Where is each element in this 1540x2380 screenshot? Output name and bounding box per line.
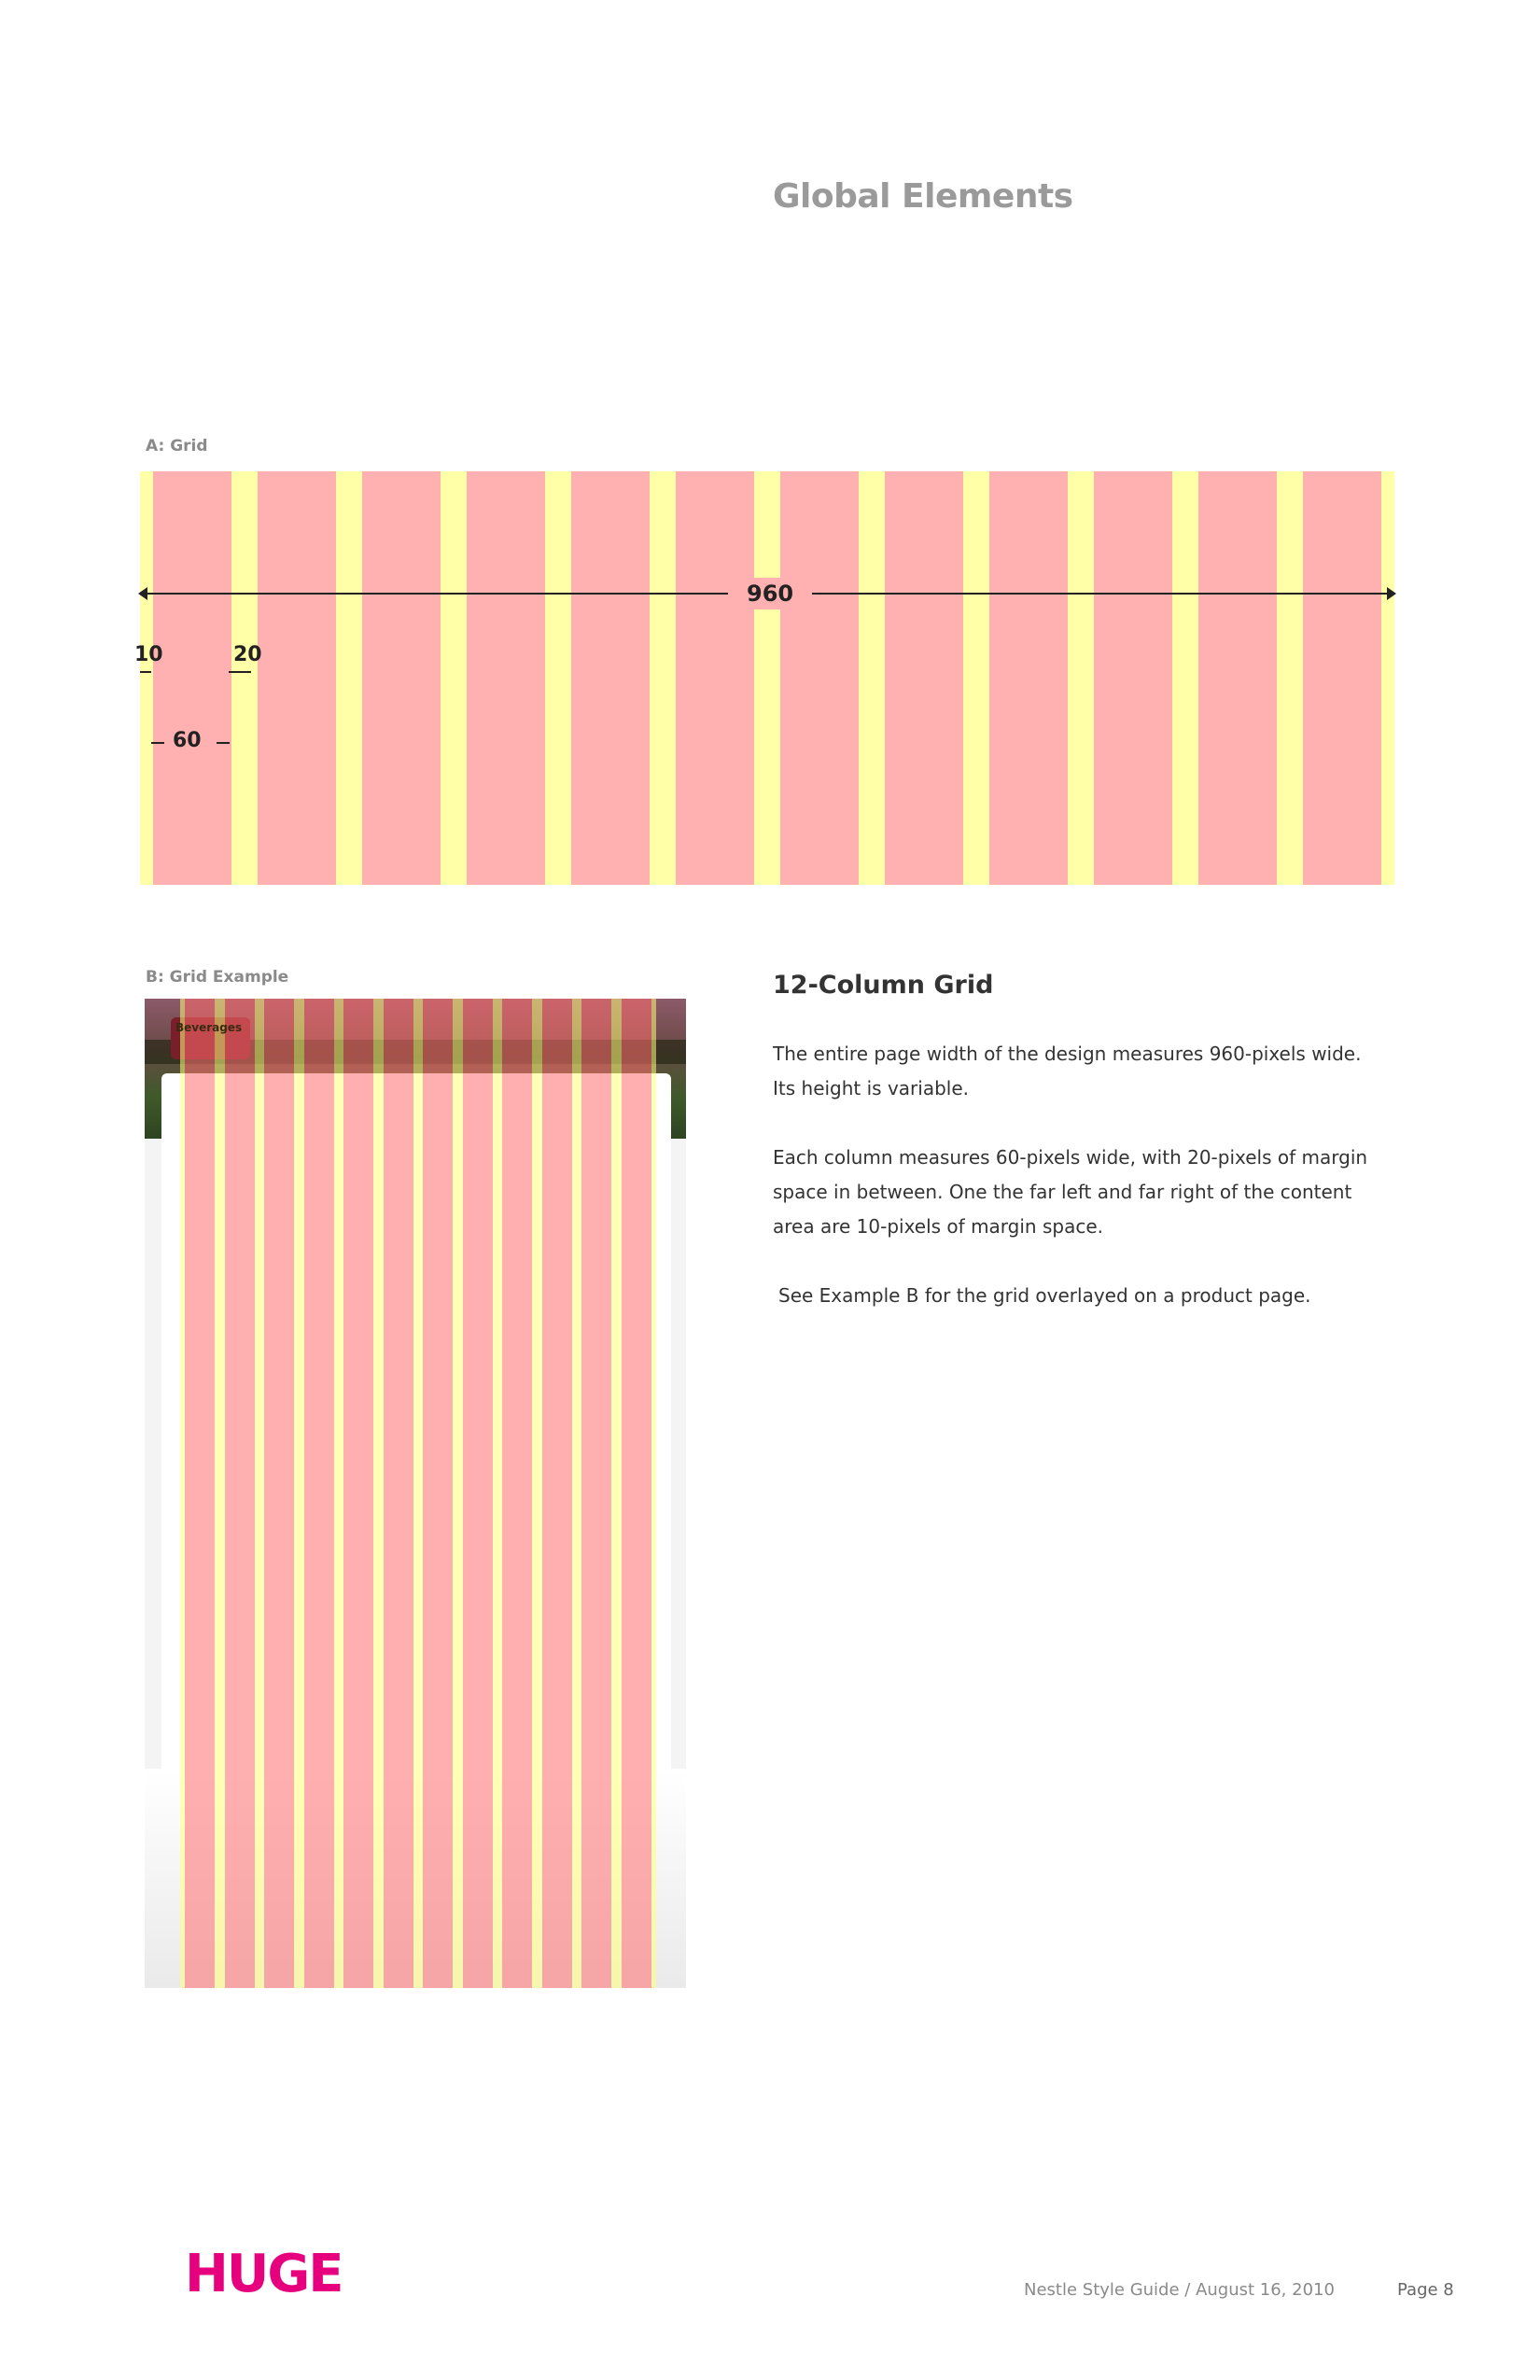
grid-a-label: A: Grid [146,437,208,455]
arrow-right-icon [1387,587,1396,600]
grid-example-screenshot [145,999,686,1988]
grid-margin [651,999,656,1988]
section-heading: 12-Column Grid [773,971,994,1000]
description-paragraph: Each column measures 60-pixels wide, with 20-pixels of margin space in between. One the far left and far right of the content area are 10-pixels of margin space. [773,1146,1368,1238]
description-panel [773,971,1370,1348]
guide-info: Nestle Style Guide / August 16, 2010 [1024,2280,1335,2300]
column-dimension [151,729,231,757]
grid-column [153,471,231,885]
grid-column [1303,471,1381,885]
arrow-left-icon [138,587,147,600]
grid-column [362,471,441,885]
grid-overlay [180,999,656,1988]
description-paragraph: The entire page width of the design measures 960-pixels wide. Its height is variable. [773,1043,1362,1099]
grid-overlay-column [304,999,334,1988]
grid-overlay-column [185,999,215,1988]
total-width-label: 960 [728,578,812,609]
grid-overlay-column [463,999,493,1988]
page-title: Global Elements [773,177,1073,216]
grid-overlay-gutter [611,999,622,1988]
grid-overlay-gutter [413,999,424,1988]
grid-column [467,471,545,885]
grid-overlay-gutter [572,999,582,1988]
grid-column [989,471,1068,885]
grid-overlay-column [264,999,294,1988]
grid-overlay-column [581,999,611,1988]
grid-diagram [134,471,1394,885]
margin-dimension-line [140,671,151,673]
grid-overlay-gutter [453,999,463,1988]
grid-overlay-gutter [373,999,384,1988]
grid-overlay-column [384,999,413,1988]
grid-overlay-column [542,999,572,1988]
grid-column [885,471,963,885]
grid-overlay-gutter [255,999,265,1988]
grid-overlay-column [622,999,651,1988]
gutter-label: 20 [233,643,262,666]
grid-column [1094,471,1172,885]
grid-overlay-gutter [493,999,503,1988]
grid-overlay-gutter [334,999,344,1988]
grid-column [258,471,336,885]
grid-overlay-column [502,999,532,1988]
grid-overlay-gutter [294,999,304,1988]
page-number: Page 8 [1397,2280,1454,2300]
grid-column [571,471,650,885]
grid-b-label: B: Grid Example [146,968,289,987]
grid-column [1198,471,1277,885]
grid-overlay-column [343,999,373,1988]
description-paragraph: See Example B for the grid overlayed on a product page. [778,1284,1311,1307]
brand-logo: HUGE [185,2244,343,2304]
grid-overlay-column [423,999,453,1988]
grid-overlay-gutter [532,999,542,1988]
grid-overlay-gutter [215,999,225,1988]
gutter-dimension-line [229,671,251,673]
grid-column [780,471,859,885]
category-title: Beverages [175,1021,243,1034]
grid-column [676,471,754,885]
column-label: 60 [173,729,202,752]
grid-overlay-column [225,999,255,1988]
margin-label: 10 [134,643,163,666]
